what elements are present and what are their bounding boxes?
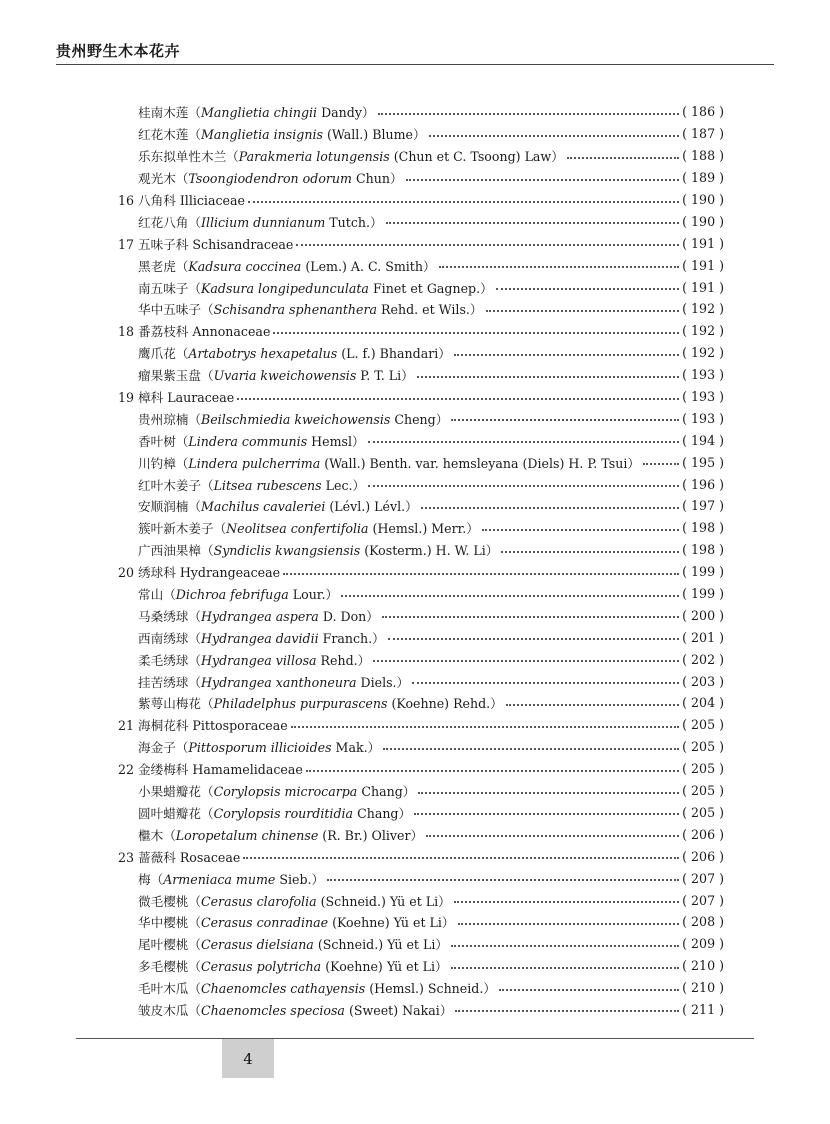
entry-latin-name: Lindera communis xyxy=(188,433,308,449)
entry-latin-name: Dichroa febrifuga xyxy=(175,587,289,603)
entry-page-ref: ( 186 ) xyxy=(682,104,724,120)
entry-author: Tutch.） xyxy=(325,214,383,230)
entry-latin-name: Syndiclis kwangsiensis xyxy=(213,543,361,559)
toc-species-row xyxy=(118,342,724,364)
footer-rule xyxy=(76,1038,754,1039)
dot-leader xyxy=(454,354,679,356)
entry-page-ref: ( 200 ) xyxy=(682,607,724,623)
dot-leader xyxy=(414,813,679,815)
entry-latin-name: Kadsura longipedunculata xyxy=(200,280,369,296)
entry-latin-name: Hydrangea davidii xyxy=(200,630,319,646)
toc-family-row xyxy=(118,845,724,867)
entry-page-ref: ( 205 ) xyxy=(682,717,724,733)
entry-latin-name: Cerasus conradinae xyxy=(200,915,329,931)
entry-page-ref: ( 203 ) xyxy=(682,673,724,689)
dot-leader xyxy=(643,463,679,465)
toc-entry-text xyxy=(118,781,415,800)
entry-page-ref: ( 211 ) xyxy=(682,1001,724,1017)
entry-latin-name: Philadelphus purpurascens xyxy=(213,696,388,712)
entry-author: (Wall.) Benth. var. hemsleyana (Diels) H. P. Tsui） xyxy=(320,455,640,471)
entry-latin-name: Manglietia chingii xyxy=(200,105,318,121)
dot-leader xyxy=(243,857,679,859)
dot-leader xyxy=(306,770,679,772)
entry-chinese-name: 紫萼山梅花（ xyxy=(138,696,214,712)
dot-leader xyxy=(283,573,679,575)
dot-leader xyxy=(421,507,679,509)
table-of-contents xyxy=(118,101,724,1020)
entry-chinese-name: 瘤果紫玉盘（ xyxy=(138,368,214,384)
entry-page-ref: ( 191 ) xyxy=(682,257,724,273)
entry-page-ref: ( 190 ) xyxy=(682,213,724,229)
entry-author: (Schneid.) Yü et Li） xyxy=(316,893,451,909)
entry-page-ref: ( 210 ) xyxy=(682,980,724,996)
entry-latin-name: Uvaria kweichowensis xyxy=(213,368,357,384)
toc-entry-text xyxy=(118,475,365,494)
toc-species-row xyxy=(118,911,724,933)
entry-chinese-name: 红花八角（ xyxy=(138,214,201,230)
toc-entry-text xyxy=(118,234,293,253)
toc-species-row xyxy=(118,495,724,517)
toc-species-row xyxy=(118,736,724,758)
entry-author: (Lévl.) Lévl.） xyxy=(325,499,418,515)
entry-chinese-name: 微毛樱桃（ xyxy=(138,893,201,909)
entry-page-ref: ( 187 ) xyxy=(682,126,724,142)
dot-leader xyxy=(341,595,679,597)
entry-latin-name: Cerasus polytricha xyxy=(200,959,322,975)
entry-chinese-name: 柔毛绣球（ xyxy=(138,652,201,668)
entry-page-ref: ( 193 ) xyxy=(682,389,724,405)
entry-page-ref: ( 192 ) xyxy=(682,301,724,317)
toc-entry-text xyxy=(118,365,414,384)
toc-entry-text xyxy=(118,1000,452,1019)
entry-latin-name: Hydrangea xanthoneura xyxy=(200,674,357,690)
toc-species-row xyxy=(118,517,724,539)
dot-leader xyxy=(273,332,679,334)
entry-page-ref: ( 202 ) xyxy=(682,651,724,667)
dot-leader xyxy=(451,945,679,947)
entry-latin-name: Lindera pulcherrima xyxy=(188,455,321,471)
toc-species-row xyxy=(118,626,724,648)
entry-chinese-name: 鹰爪花（ xyxy=(138,346,189,362)
toc-species-row xyxy=(118,101,724,123)
entry-page-ref: ( 209 ) xyxy=(682,936,724,952)
entry-page-ref: ( 206 ) xyxy=(682,826,724,842)
entry-author: Hemsl） xyxy=(307,433,365,449)
entry-author: Rehd.） xyxy=(316,652,371,668)
dot-leader xyxy=(378,113,680,115)
entry-page-ref: ( 193 ) xyxy=(682,410,724,426)
header-rule xyxy=(56,64,774,65)
entry-latin-name: Hydrangea aspera xyxy=(200,608,319,624)
dot-leader xyxy=(368,485,679,487)
toc-species-row xyxy=(118,977,724,999)
toc-entry-text xyxy=(118,431,365,450)
entry-author: (Hemsl.) Merr.） xyxy=(368,521,479,537)
toc-entry-text xyxy=(118,759,303,778)
toc-species-row xyxy=(118,210,724,232)
entry-chinese-name: 马桑绣球（ xyxy=(138,608,201,624)
entry-author: (Koehne) Rehd.） xyxy=(387,696,503,712)
entry-author: Lour.） xyxy=(288,587,339,603)
toc-species-row xyxy=(118,429,724,451)
entry-chinese-name: 22 金缕梅科 Hamamelidaceae xyxy=(118,762,303,778)
book-title: 贵州野生木本花卉 xyxy=(56,42,181,60)
entry-latin-name: Corylopsis microcarpa xyxy=(213,784,358,800)
dot-leader xyxy=(237,398,679,400)
entry-author: Sieb.） xyxy=(275,871,325,887)
dot-leader xyxy=(454,901,679,903)
entry-author: (Koehne) Yü et Li） xyxy=(328,915,455,931)
toc-entry-text xyxy=(118,912,455,931)
entry-author: Lec.） xyxy=(321,477,366,493)
toc-entry-text xyxy=(118,496,418,515)
dot-leader xyxy=(426,835,679,837)
entry-page-ref: ( 191 ) xyxy=(682,235,724,251)
toc-entry-text xyxy=(118,956,448,975)
toc-species-row xyxy=(118,451,724,473)
toc-species-row xyxy=(118,670,724,692)
entry-latin-name: Loropetalum chinense xyxy=(175,827,319,843)
entry-chinese-name: 梅（ xyxy=(138,871,164,887)
entry-latin-name: Corylopsis rourditidia xyxy=(213,805,354,821)
entry-chinese-name: 18 番荔枝科 Annonaceae xyxy=(118,324,271,340)
entry-latin-name: Illicium dunnianum xyxy=(200,214,326,230)
entry-author: (Lem.) A. C. Smith） xyxy=(301,258,436,274)
entry-author: (Sweet) Nakai） xyxy=(344,1002,453,1018)
entry-chinese-name: 挂苦绣球（ xyxy=(138,674,201,690)
entry-chinese-name: 海金子（ xyxy=(138,740,189,756)
entry-author: (Wall.) Blume） xyxy=(322,127,426,143)
dot-leader xyxy=(412,682,679,684)
toc-family-row xyxy=(118,232,724,254)
dot-leader xyxy=(439,266,680,268)
dot-leader xyxy=(418,792,679,794)
toc-species-row xyxy=(118,802,724,824)
entry-chinese-name: 17 五味子科 Schisandraceae xyxy=(118,236,294,252)
entry-author: Diels.） xyxy=(356,674,410,690)
entry-author: (Kosterm.) H. W. Li） xyxy=(360,543,499,559)
entry-chinese-name: 香叶树（ xyxy=(138,433,189,449)
entry-latin-name: Neolitsea confertifolia xyxy=(226,521,369,537)
toc-entry-text xyxy=(118,102,375,121)
entry-author: (Chun et C. Tsoong) Law） xyxy=(389,149,564,165)
toc-species-row xyxy=(118,473,724,495)
toc-entry-text xyxy=(118,256,436,275)
entry-page-ref: ( 208 ) xyxy=(682,914,724,930)
entry-page-ref: ( 205 ) xyxy=(682,761,724,777)
toc-entry-text xyxy=(118,847,240,866)
toc-entry-text xyxy=(118,869,324,888)
dot-leader xyxy=(458,923,680,925)
toc-entry-text xyxy=(118,343,451,362)
dot-leader xyxy=(451,967,679,969)
entry-author: (R. Br.) Oliver） xyxy=(318,827,424,843)
dot-leader xyxy=(451,419,679,421)
toc-entry-text xyxy=(118,628,385,647)
entry-chinese-name: 川钓樟（ xyxy=(138,455,189,471)
toc-entry-text xyxy=(118,891,451,910)
entry-chinese-name: 20 绣球科 Hydrangeaceae xyxy=(118,565,281,581)
dot-leader xyxy=(383,748,679,750)
entry-chinese-name: 16 八角科 Illiciaceae xyxy=(118,193,245,208)
toc-entry-text xyxy=(118,387,234,406)
toc-entry-text xyxy=(118,650,370,669)
dot-leader xyxy=(455,1010,679,1012)
toc-species-row xyxy=(118,167,724,189)
toc-entry-text xyxy=(118,584,338,603)
dot-leader xyxy=(567,157,679,159)
entry-latin-name: Artabotrys hexapetalus xyxy=(188,346,338,362)
dot-leader xyxy=(406,179,680,181)
entry-chinese-name: 红花木莲（ xyxy=(138,127,201,143)
entry-author: D. Don） xyxy=(318,608,379,624)
entry-chinese-name: 广西油果樟（ xyxy=(138,543,214,559)
entry-page-ref: ( 205 ) xyxy=(682,739,724,755)
entry-author: Mak.） xyxy=(331,740,381,756)
entry-page-ref: ( 197 ) xyxy=(682,498,724,514)
entry-page-ref: ( 192 ) xyxy=(682,345,724,361)
toc-family-row xyxy=(118,758,724,780)
toc-family-row xyxy=(118,714,724,736)
entry-chinese-name: 南五味子（ xyxy=(138,280,201,296)
entry-latin-name: Armeniaca mume xyxy=(163,871,276,887)
toc-entry-text xyxy=(118,825,423,844)
toc-entry-text xyxy=(118,299,483,318)
toc-entry-text xyxy=(118,803,411,822)
entry-latin-name: Chaenomcles speciosa xyxy=(200,1002,345,1018)
entry-latin-name: Litsea rubescens xyxy=(213,477,322,493)
toc-species-row xyxy=(118,867,724,889)
toc-entry-text xyxy=(118,693,503,712)
entry-page-ref: ( 207 ) xyxy=(682,870,724,886)
page-footer xyxy=(0,1034,830,1124)
entry-page-ref: ( 189 ) xyxy=(682,170,724,186)
entry-latin-name: Tsoongiodendron odorum xyxy=(188,171,352,187)
toc-species-row xyxy=(118,889,724,911)
entry-page-ref: ( 194 ) xyxy=(682,432,724,448)
toc-entry-text xyxy=(118,321,270,340)
toc-entry-text xyxy=(118,606,379,625)
entry-chinese-name: 簇叶新木姜子（ xyxy=(138,521,227,537)
dot-leader xyxy=(373,660,679,662)
entry-latin-name: Hydrangea villosa xyxy=(200,652,317,668)
entry-chinese-name: 多毛樱桃（ xyxy=(138,959,201,975)
dot-leader xyxy=(386,222,680,224)
dot-leader xyxy=(248,201,679,203)
entry-author: (Schneid.) Yü et Li） xyxy=(313,937,448,953)
entry-author: Cheng） xyxy=(390,411,449,427)
toc-species-row xyxy=(118,999,724,1021)
toc-species-row xyxy=(118,823,724,845)
entry-latin-name: Manglietia insignis xyxy=(200,127,323,143)
entry-latin-name: Beilschmiedia kweichowensis xyxy=(200,411,391,427)
toc-species-row xyxy=(118,539,724,561)
toc-species-row xyxy=(118,145,724,167)
entry-page-ref: ( 196 ) xyxy=(682,476,724,492)
dot-leader xyxy=(368,441,680,443)
entry-latin-name: Parakmeria lotungensis xyxy=(238,149,390,165)
toc-entry-text xyxy=(118,409,448,428)
entry-author: Chang） xyxy=(357,784,416,800)
entry-page-ref: ( 206 ) xyxy=(682,848,724,864)
dot-leader xyxy=(291,726,679,728)
entry-page-ref: ( 205 ) xyxy=(682,804,724,820)
toc-family-row xyxy=(118,189,724,211)
toc-species-row xyxy=(118,364,724,386)
entry-latin-name: Machilus cavaleriei xyxy=(200,499,326,515)
entry-page-ref: ( 210 ) xyxy=(682,958,724,974)
dot-leader xyxy=(506,704,679,706)
entry-chinese-name: 小果蜡瓣花（ xyxy=(138,784,214,800)
entry-page-ref: ( 191 ) xyxy=(682,279,724,295)
toc-entry-text xyxy=(118,518,479,537)
dot-leader xyxy=(482,529,679,531)
entry-chinese-name: 乐东拟单性木兰（ xyxy=(138,149,239,165)
toc-entry-text xyxy=(118,540,498,559)
toc-entry-text xyxy=(118,278,493,297)
entry-page-ref: ( 195 ) xyxy=(682,454,724,470)
entry-author: Dandy） xyxy=(317,105,375,121)
entry-chinese-name: 23 蔷薇科 Rosaceae xyxy=(118,849,241,865)
toc-entry-text xyxy=(118,562,280,581)
entry-latin-name: Schisandra sphenanthera xyxy=(213,302,378,318)
entry-chinese-name: 19 樟科 Lauraceae xyxy=(118,390,235,406)
entry-page-ref: ( 198 ) xyxy=(682,542,724,558)
entry-page-ref: ( 201 ) xyxy=(682,629,724,645)
entry-author: Franch.） xyxy=(318,630,385,646)
dot-leader xyxy=(296,244,679,246)
toc-species-row xyxy=(118,780,724,802)
toc-species-row xyxy=(118,692,724,714)
entry-author: P. T. Li） xyxy=(356,368,414,384)
entry-latin-name: Chaenomcles cathayensis xyxy=(200,981,366,997)
entry-author: Finet et Gagnep.） xyxy=(368,280,493,296)
entry-author: Rehd. et Wils.） xyxy=(377,302,483,318)
entry-author: Chun） xyxy=(351,171,403,187)
toc-species-row xyxy=(118,276,724,298)
entry-chinese-name: 黑老虎（ xyxy=(138,258,189,274)
dot-leader xyxy=(499,989,679,991)
entry-chinese-name: 红叶木姜子（ xyxy=(138,477,214,493)
entry-page-ref: ( 192 ) xyxy=(682,323,724,339)
toc-family-row xyxy=(118,386,724,408)
entry-chinese-name: 尾叶樱桃（ xyxy=(138,937,201,953)
toc-species-row xyxy=(118,583,724,605)
entry-latin-name: Cerasus clarofolia xyxy=(200,893,317,909)
toc-species-row xyxy=(118,123,724,145)
dot-leader xyxy=(327,879,679,881)
dot-leader xyxy=(429,135,680,137)
entry-page-ref: ( 199 ) xyxy=(682,586,724,602)
dot-leader xyxy=(501,551,679,553)
toc-entry-text xyxy=(118,212,383,231)
page-header xyxy=(0,0,830,66)
entry-page-ref: ( 188 ) xyxy=(682,148,724,164)
toc-entry-text xyxy=(118,737,380,756)
toc-entry-text xyxy=(118,168,403,187)
dot-leader xyxy=(496,288,679,290)
toc-species-row xyxy=(118,955,724,977)
entry-latin-name: Pittosporum illicioides xyxy=(188,740,332,756)
toc-species-row xyxy=(118,298,724,320)
dot-leader xyxy=(486,310,680,312)
entry-page-ref: ( 205 ) xyxy=(682,783,724,799)
toc-entry-text xyxy=(118,146,564,165)
entry-chinese-name: 毛叶木瓜（ xyxy=(138,981,201,997)
entry-page-ref: ( 198 ) xyxy=(682,520,724,536)
entry-page-ref: ( 190 ) xyxy=(682,192,724,207)
entry-page-ref: ( 207 ) xyxy=(682,892,724,908)
entry-page-ref: ( 204 ) xyxy=(682,695,724,711)
toc-species-row xyxy=(118,648,724,670)
page-number: 4 xyxy=(222,1039,274,1078)
entry-chinese-name: 皱皮木瓜（ xyxy=(138,1002,201,1018)
dot-leader xyxy=(417,376,679,378)
entry-chinese-name: 西南绣球（ xyxy=(138,630,201,646)
toc-entry-text xyxy=(118,124,426,143)
entry-chinese-name: 檵木（ xyxy=(138,827,176,843)
entry-chinese-name: 观光木（ xyxy=(138,171,189,187)
toc-entry-text xyxy=(118,672,409,691)
toc-entry-text xyxy=(118,934,448,953)
toc-species-row xyxy=(118,604,724,626)
toc-family-row xyxy=(118,561,724,583)
toc-entry-text xyxy=(118,453,640,472)
entry-chinese-name: 21 海桐花科 Pittosporaceae xyxy=(118,718,288,734)
entry-chinese-name: 贵州琼楠（ xyxy=(138,411,201,427)
entry-chinese-name: 华中五味子（ xyxy=(138,302,214,318)
entry-chinese-name: 安顺润楠（ xyxy=(138,499,201,515)
toc-entry-text xyxy=(118,715,288,734)
toc-species-row xyxy=(118,933,724,955)
entry-author: (Hemsl.) Schneid.） xyxy=(365,981,496,997)
entry-author: (Koehne) Yü et Li） xyxy=(321,959,448,975)
entry-author: (L. f.) Bhandari） xyxy=(337,346,451,362)
dot-leader xyxy=(388,638,679,640)
toc-entry-text xyxy=(118,978,496,997)
entry-author: Chang） xyxy=(353,805,412,821)
toc-species-row xyxy=(118,407,724,429)
toc-family-row xyxy=(118,320,724,342)
toc-species-row xyxy=(118,254,724,276)
entry-page-ref: ( 199 ) xyxy=(682,564,724,580)
entry-chinese-name: 常山（ xyxy=(138,587,176,603)
entry-page-ref: ( 193 ) xyxy=(682,367,724,383)
entry-latin-name: Kadsura coccinea xyxy=(188,258,302,274)
entry-chinese-name: 圆叶蜡瓣花（ xyxy=(138,805,214,821)
entry-chinese-name: 桂南木莲（ xyxy=(138,105,201,121)
toc-entry-text xyxy=(118,190,245,209)
entry-latin-name: Cerasus dielsiana xyxy=(200,937,314,953)
entry-chinese-name: 华中樱桃（ xyxy=(138,915,201,931)
dot-leader xyxy=(382,616,679,618)
